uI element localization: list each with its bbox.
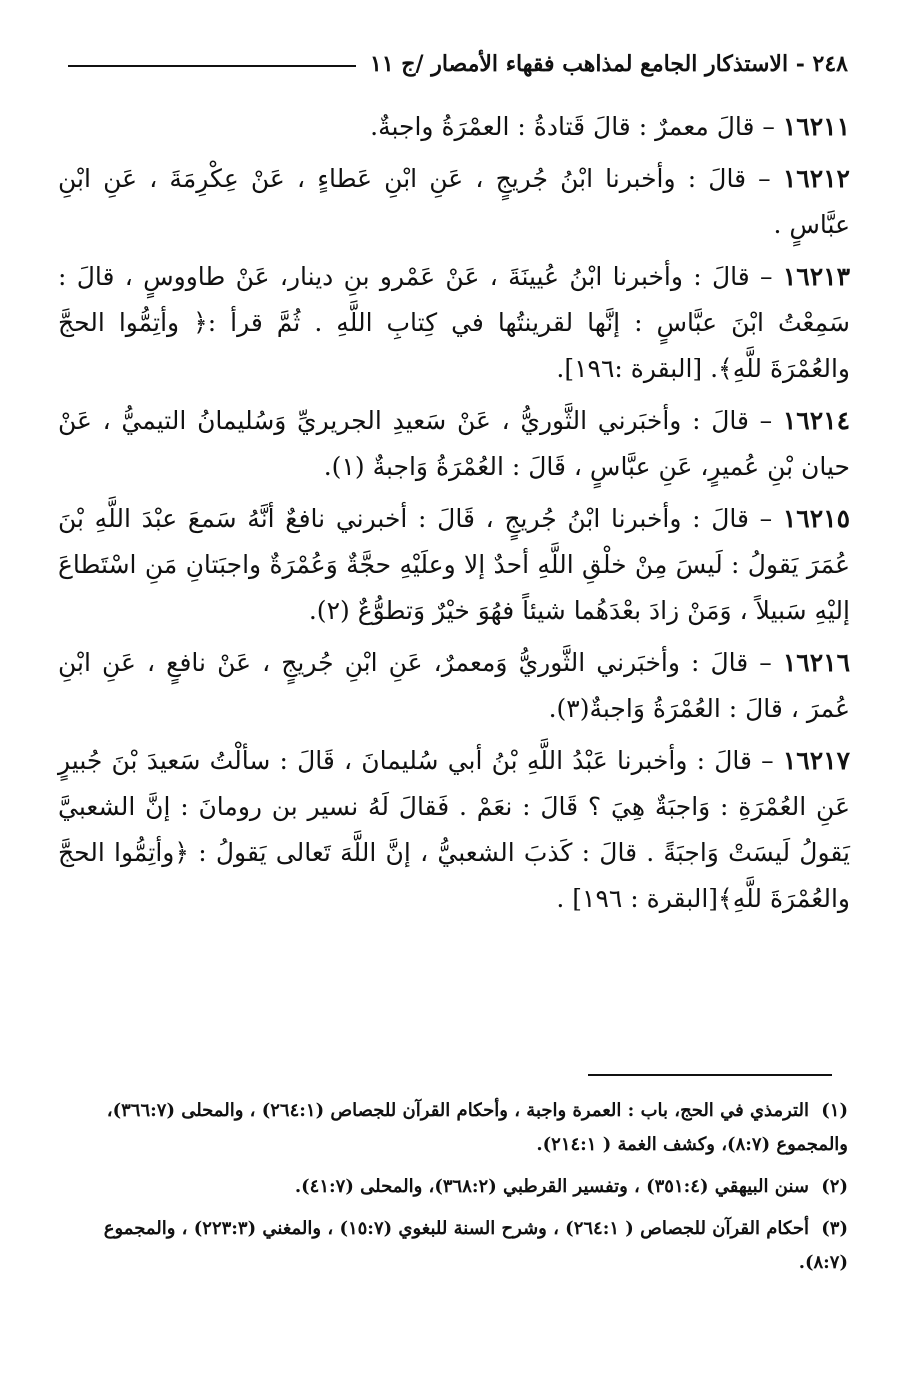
page-header (68, 44, 848, 84)
hadith-paragraph (58, 640, 850, 732)
footnote (68, 1094, 848, 1162)
hadith-paragraph (58, 104, 850, 150)
footnote-marker: (١) (821, 1100, 848, 1121)
hadith-text: – قالَ : وأخبرنا ابْنُ جُريجٍ ، عَنِ ابْنِ عَطاءٍ ، عَنْ عِكْرِمَةَ ، عَنِ ابْنِ عبَّاسٍ . (58, 164, 850, 239)
hadith-number: ١٦٢١٥ (782, 504, 851, 533)
hadith-paragraph (58, 738, 850, 922)
header-rule (68, 65, 356, 67)
footnote-text: أحكام القرآن للجصاص ( ٢٦٤:١) ، وشرح السنة للبغوي (١٥:٧) ، والمغني (٢٢٣:٣) ، والمجموع (٨:٧). (103, 1218, 848, 1273)
hadith-paragraph (58, 398, 850, 490)
hadith-text: – قالَ : وأخبرنا عَبْدُ اللَّهِ بْنُ أبي سُليمانَ ، قَالَ : سألْتُ سَعيدَ بْنَ جُبيرٍ عَنِ العُمْرَةِ : وَاجبَةٌ هِيَ ؟ قَالَ : نعَمْ . فَقالَ لَهُ نسير بن رومانَ : إنَّ الشعبيَّ يَقولُ لَيسَتْ وَاجبَةً . قالَ : كَذبَ الشعبيُّ ، إنَّ اللَّهَ تَعالى يَقولُ : ﴿وأتِمُّوا الحجَّ والعُمْرَةَ للَّهِ﴾[البقرة : ١٩٦] . (58, 746, 850, 913)
footnote (68, 1170, 848, 1204)
running-header-title: ٢٤٨ - الاستذكار الجامع لمذاهب فقهاء الأمصار /ج ١١ (370, 51, 848, 77)
footnote (68, 1212, 848, 1280)
main-text (58, 104, 850, 928)
hadith-paragraph (58, 156, 850, 248)
hadith-number: ١٦٢١١ (782, 112, 850, 141)
hadith-number: ١٦٢١٣ (782, 262, 850, 291)
hadith-text: – قالَ : وأخبَرني الثَّوريُّ وَمعمرٌ، عَنِ ابْنِ جُريجٍ ، عَنْ نافعٍ ، عَنِ ابْنِ عُمرَ ، قالَ : العُمْرَةُ وَاجبةٌ(٣). (58, 648, 850, 723)
hadith-text: – قالَ معمرٌ : قالَ قَتادةُ : العمْرَةُ واجبةٌ. (370, 112, 775, 141)
hadith-text: – قالَ : وأخبَرني الثَّوريُّ ، عَنْ سَعيدِ الجريريِّ وَسُليمانُ التيميُّ ، عَنْ حيان بْنِ عُميرٍ، عَنِ عبَّاسٍ ، قَالَ : العُمْرَةُ وَاجبةٌ (١). (58, 406, 850, 481)
hadith-paragraph (58, 496, 850, 634)
hadith-text: – قالَ : وأخبرنا ابْنُ عُيينَةَ ، عَنْ عَمْرو بنِ دينار، عَنْ طاووسٍ ، قالَ : سَمِعْتُ ابْنَ عبَّاسٍ : إنَّها لقرينتُها في كِتابِ اللَّهِ . ثُمَّ قرأ :﴿ وأتِمُّوا الحجَّ والعُمْرَةَ للَّهِ﴾. [البقرة :١٩٦]. (58, 262, 850, 383)
hadith-number: ١٦٢١٧ (782, 746, 850, 775)
hadith-text: – قالَ : وأخبرنا ابْنُ جُريجٍ ، قَالَ : أخبرني نافعٌ أنَّهُ سَمعَ عبْدَ اللَّهِ بْنَ عُمَرَ يَقولُ : لَيسَ مِنْ خلْقِ اللَّهِ أحدٌ إلا وعلَيْهِ حجَّةٌ وَعُمْرَةٌ واجبَتانِ مَنِ اسْتَطاعَ إليْهِ سَبيلاً ، وَمَنْ زادَ بعْدَهُما شيئاً فهُوَ خيْرٌ وَتطوُّعٌ (٢). (58, 504, 850, 625)
hadith-number: ١٦٢١٤ (782, 406, 850, 435)
footnote-separator (588, 1074, 832, 1076)
footnote-text: سنن البيهقي (٣٥١:٤) ، وتفسير القرطبي (٣٦٨:٢)، والمحلى (٤١:٧). (294, 1176, 809, 1197)
hadith-number: ١٦٢١٢ (782, 164, 850, 193)
hadith-paragraph (58, 254, 850, 392)
footnote-marker: (٢) (821, 1176, 848, 1197)
hadith-number: ١٦٢١٦ (782, 648, 850, 677)
footnote-text: الترمذي في الحج، باب : العمرة واجبة ، وأحكام القرآن للجصاص (٢٦٤:١) ، والمحلى (٣٦٦:٧)، والمجموع (٨:٧)، وكشف الغمة ( ٢١٤:١). (106, 1100, 848, 1155)
footnotes (68, 1094, 848, 1288)
footnote-marker: (٣) (821, 1218, 848, 1239)
